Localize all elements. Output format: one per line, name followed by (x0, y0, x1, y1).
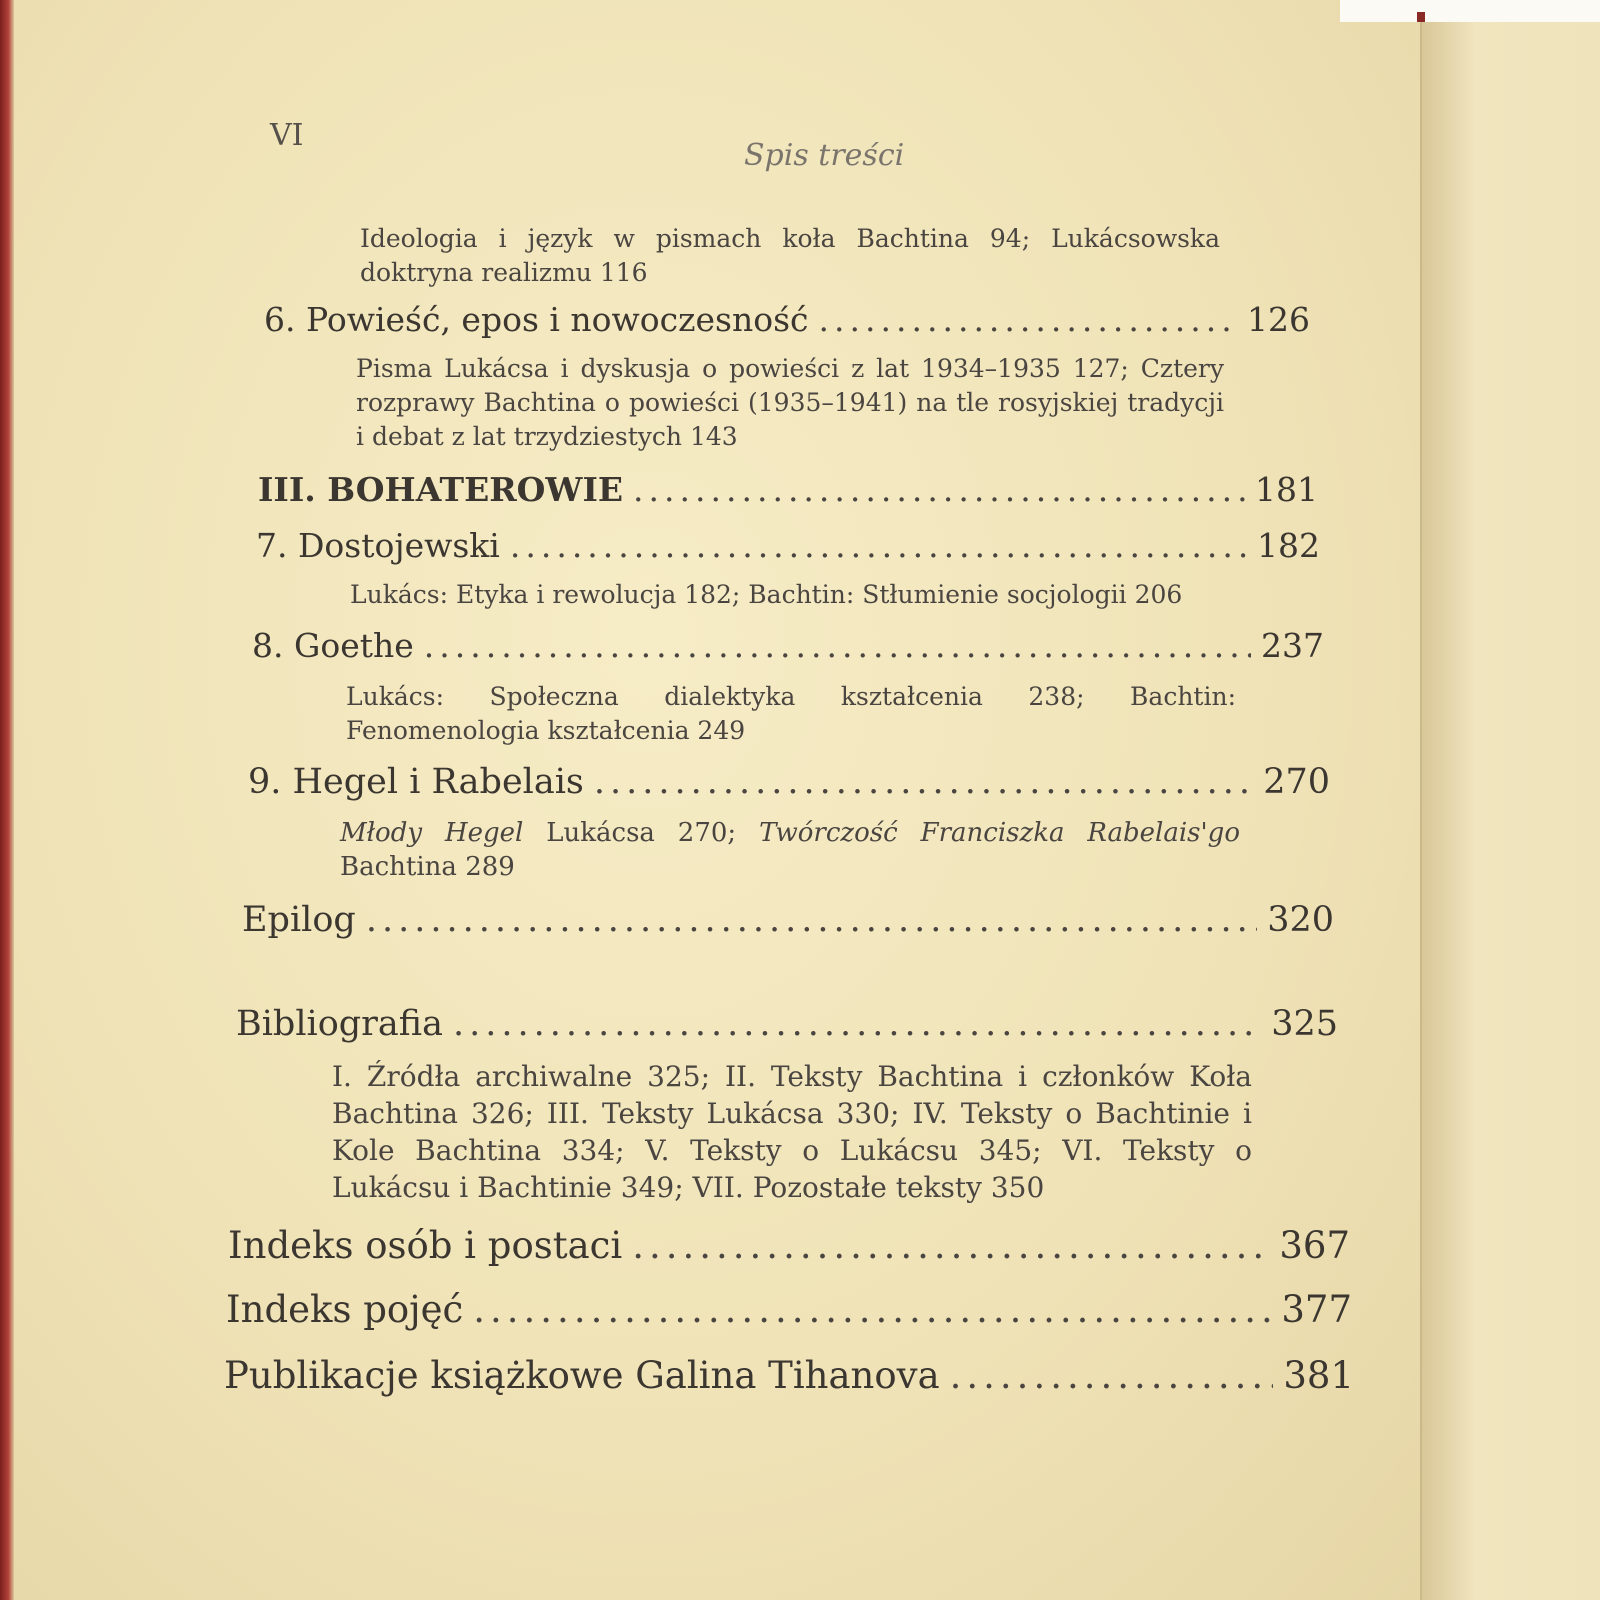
background-corner (1340, 0, 1600, 22)
dot-leader (473, 1288, 1271, 1331)
toc-title: 7. Dostojewski (256, 526, 500, 565)
ch7-subentry: Lukács: Etyka i rewolucja 182; Bachtin: Stłumienie socjologii 206 (350, 580, 1183, 609)
toc-entry-bibliografia (236, 1004, 1338, 1044)
dot-leader (819, 300, 1237, 339)
dot-leader (632, 1224, 1269, 1267)
dot-leader (424, 626, 1251, 665)
toc-title: Publikacje książkowe Galina Tihanova (224, 1354, 940, 1397)
ch9-subentry (340, 816, 1240, 884)
dot-leader (594, 762, 1253, 802)
toc-entry-epilog (242, 900, 1334, 940)
toc-entry-ch8 (252, 626, 1324, 665)
toc-entry-indeks-osob (228, 1224, 1350, 1267)
subentry-text: Bachtina 289 (340, 852, 515, 882)
toc-page: 237 (1261, 626, 1324, 665)
intro-subentry: Ideologia i język w pismach koła Bachtina 94; Lukácsowska doktryna realizmu 116 (360, 224, 1220, 287)
dot-leader (366, 900, 1257, 940)
cover-edge (1417, 12, 1425, 22)
toc-entry-ch6 (264, 300, 1310, 339)
dot-leader (950, 1354, 1274, 1397)
toc-title: 6. Powieść, epos i nowoczesność (264, 300, 809, 339)
toc-title: Indeks pojęć (226, 1288, 464, 1331)
toc-page: 181 (1255, 470, 1318, 509)
toc-title: Epilog (242, 900, 356, 940)
toc-entry-part3 (258, 470, 1318, 509)
facing-page (1420, 20, 1600, 1600)
book-spine-edge (0, 0, 14, 1600)
dot-leader (510, 526, 1247, 565)
toc-title: Indeks osób i postaci (228, 1224, 623, 1267)
toc-entry-ch7 (256, 526, 1320, 565)
ch8-subentry: Lukács: Społeczna dialektyka kształcenia 238; Bachtin: Fenomenologia kształcenia 249 (346, 682, 1236, 745)
subentry-text: Lukácsa 270; (523, 818, 760, 848)
toc-title: 8. Goethe (252, 626, 414, 665)
toc-entry-publikacje (224, 1354, 1354, 1397)
page-number: VI (270, 118, 304, 153)
toc-page: 381 (1283, 1354, 1354, 1397)
toc-page: 320 (1267, 900, 1334, 940)
toc-entry-indeks-pojec (226, 1288, 1352, 1331)
toc-title: III. BOHATEROWIE (258, 470, 624, 509)
toc-title: 9. Hegel i Rabelais (248, 762, 584, 802)
italic-title: Twórczość Franciszka Rabelais'go (759, 818, 1240, 848)
toc-page: 377 (1281, 1288, 1352, 1331)
toc-entry-ch9 (248, 762, 1330, 802)
bibliografia-subentry: I. Źródła archiwalne 325; II. Teksty Bachtina i członków Koła Bachtina 326; III. Teksty Lukácsa 330; IV. Teksty o Bachtinie i Kole Bachtina 334; V. Teksty o Lukácsu 345; VI. Teksty o Lukácsu i Bachtinie 349; VII. Pozostałe teksty 350 (332, 1060, 1252, 1204)
dot-leader (453, 1004, 1261, 1044)
toc-page: 367 (1279, 1224, 1350, 1267)
dot-leader (633, 470, 1245, 509)
running-head: Spis treści (744, 138, 905, 173)
ch6-subentry: Pisma Lukácsa i dyskusja o powieści z lat 1934–1935 127; Cztery rozprawy Bachtina o powieści (1935–1941) na tle rosyjskiej tradycji i debat z lat trzydziestych 143 (356, 354, 1224, 451)
toc-page: 270 (1263, 762, 1330, 802)
toc-page: 182 (1257, 526, 1320, 565)
toc-page: 126 (1247, 300, 1310, 339)
toc-title: Bibliografia (236, 1004, 443, 1044)
toc-page: 325 (1271, 1004, 1338, 1044)
italic-title: Młody Hegel (340, 818, 524, 848)
